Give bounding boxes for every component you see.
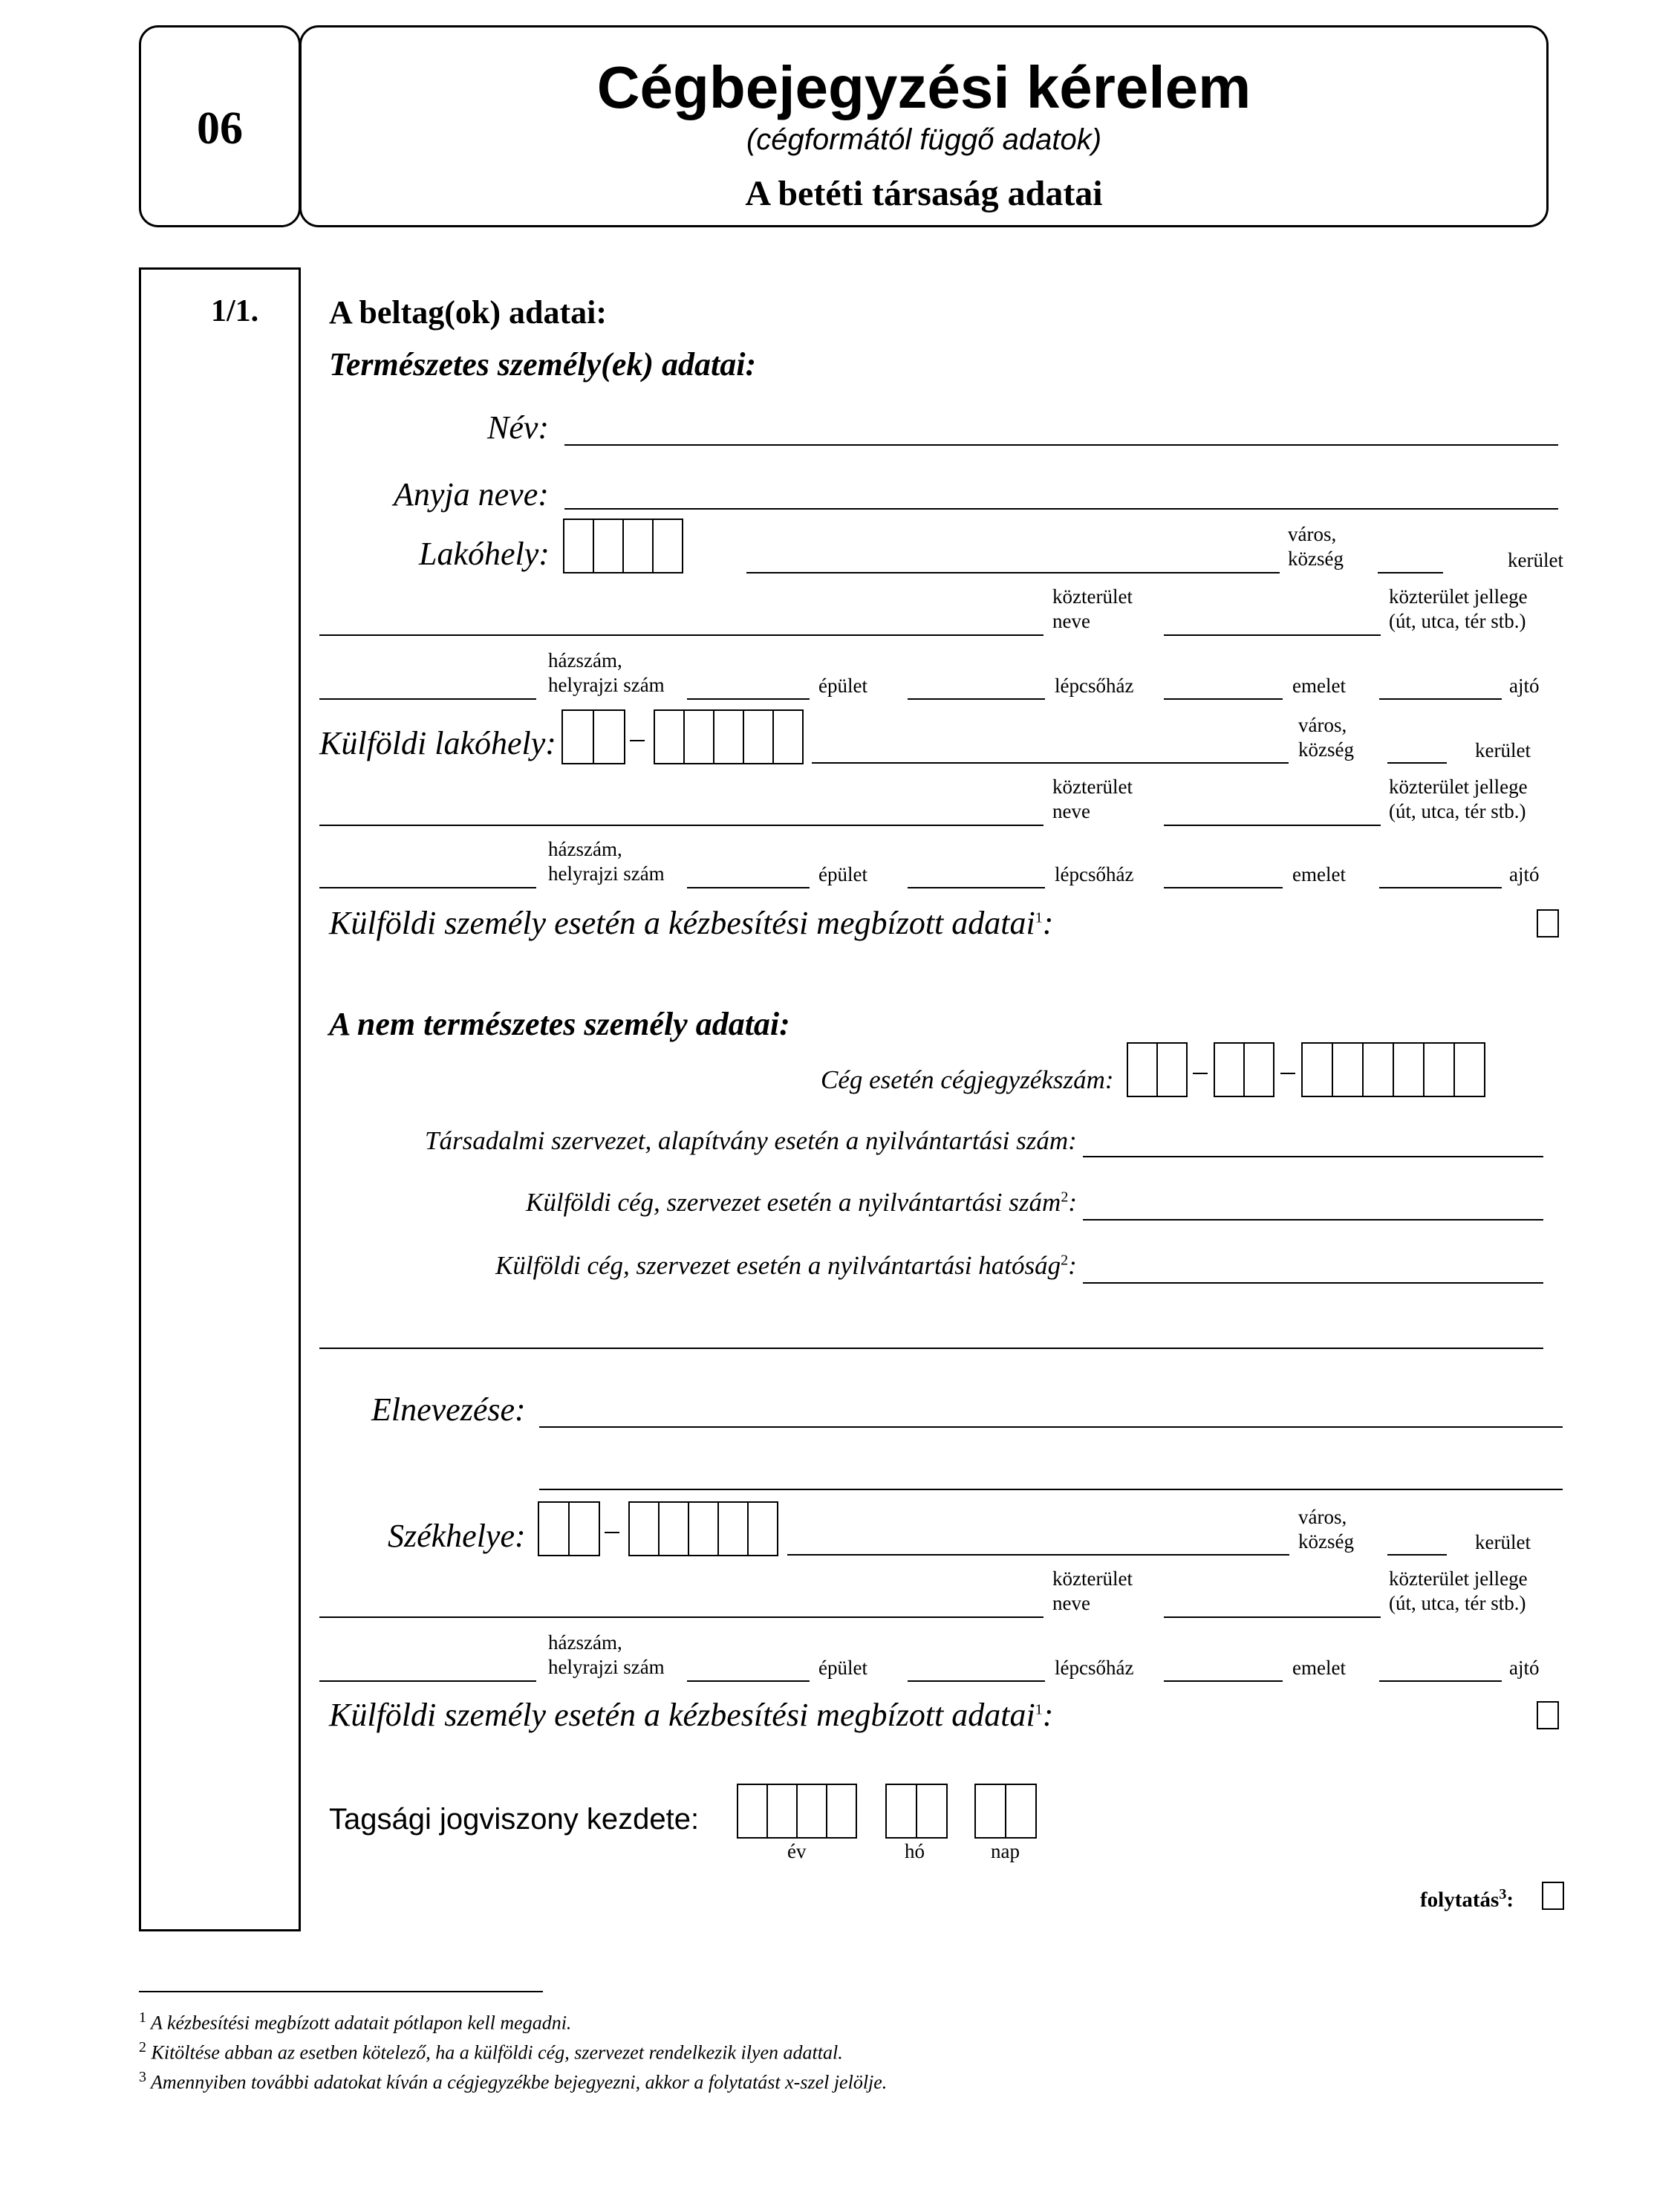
street-type-label: közterület jellege (út, utca, tér stb.)	[1389, 585, 1528, 632]
year-label: év	[787, 1840, 807, 1862]
form-title: Cégbejegyzési kérelem	[596, 54, 1251, 120]
foreign-reg-number-field[interactable]	[1083, 1219, 1543, 1221]
foreign-house-number-field[interactable]	[319, 887, 536, 888]
foreign-street-name-label: közterület neve	[1052, 776, 1133, 822]
company-reg-cells-1[interactable]	[1127, 1042, 1188, 1097]
foreign-staircase-field[interactable]	[908, 887, 1045, 888]
city-label: város, község	[1288, 523, 1344, 570]
foreign-agent-checkbox[interactable]	[1537, 909, 1559, 937]
postcode-cells[interactable]	[563, 519, 683, 573]
seat-building-field[interactable]	[687, 1680, 810, 1682]
dash	[630, 740, 645, 741]
foreign-street-type-label: közterület jellege (út, utca, tér stb.)	[1389, 776, 1528, 822]
foreign-floor-field[interactable]	[1164, 887, 1283, 888]
seat-foreign-agent-label: Külföldi személy esetén a kézbesítési megbízott adatai$^1$:	[329, 1697, 1054, 1733]
civil-org-label: Társadalmi szervezet, alapítvány esetén a nyilvántartási szám:	[425, 1126, 1077, 1155]
seat-door-field[interactable]	[1379, 1680, 1502, 1682]
section-heading: A beltag(ok) adatai:	[329, 294, 607, 331]
floor-field[interactable]	[1164, 698, 1283, 700]
seat-street-name-field[interactable]	[319, 1616, 1044, 1618]
seat-foreign-agent-checkbox[interactable]	[1537, 1701, 1559, 1729]
building-field[interactable]	[687, 698, 810, 700]
foreign-country-cells[interactable]	[561, 709, 625, 764]
natural-person-heading: Természetes személy(ek) adatai:	[329, 346, 757, 383]
foreign-reg-authority-field[interactable]	[1083, 1282, 1543, 1284]
seat-house-number-label: házszám, helyrajzi szám	[548, 1631, 665, 1678]
seat-label: Székhelye:	[388, 1518, 526, 1554]
dash	[605, 1532, 619, 1533]
section-title: A betéti társaság adatai	[745, 174, 1103, 213]
foreign-postcode-cells[interactable]	[654, 709, 804, 764]
seat-staircase-field[interactable]	[908, 1680, 1045, 1682]
dash	[1193, 1073, 1208, 1074]
seat-postcode-cells[interactable]	[628, 1501, 778, 1556]
civil-org-field[interactable]	[1083, 1156, 1543, 1157]
seat-city-field[interactable]	[787, 1554, 1289, 1556]
seat-street-name-label: közterület neve	[1052, 1567, 1133, 1614]
designation-label: Elnevezése:	[371, 1391, 526, 1428]
foreign-door-label: ajtó	[1509, 863, 1540, 885]
foreign-door-field[interactable]	[1379, 887, 1502, 888]
house-number-field[interactable]	[319, 698, 536, 700]
seat-district-field[interactable]	[1387, 1554, 1447, 1556]
seat-street-type-label: közterület jellege (út, utca, tér stb.)	[1389, 1567, 1528, 1614]
day-label: nap	[991, 1840, 1020, 1862]
street-type-field[interactable]	[1164, 634, 1381, 636]
form-subtitle: (cégformától függő adatok)	[746, 123, 1102, 156]
footnote-2: $^2$ Kitöltése abban az esetben kötelező, ha a külföldi cég, szervezet rendelkezik ilyen adattal.	[139, 2039, 843, 2064]
foreign-city-label: város, község	[1298, 714, 1354, 761]
residence-label: Lakóhely:	[419, 536, 550, 572]
seat-house-number-field[interactable]	[319, 1680, 536, 1682]
foreign-building-label: épület	[818, 863, 867, 885]
door-label: ajtó	[1509, 675, 1540, 697]
company-reg-label: Cég esetén cégjegyzékszám:	[821, 1065, 1114, 1094]
door-field[interactable]	[1379, 698, 1502, 700]
foreign-district-label: kerület	[1475, 739, 1531, 761]
membership-year-cells[interactable]	[737, 1784, 857, 1839]
foreign-street-name-field[interactable]	[319, 825, 1044, 826]
seat-staircase-label: lépcsőház	[1055, 1657, 1134, 1679]
continuation-checkbox[interactable]	[1542, 1882, 1564, 1910]
company-reg-cells-2[interactable]	[1214, 1042, 1274, 1097]
foreign-street-type-field[interactable]	[1164, 825, 1381, 826]
footnote-separator	[139, 1991, 543, 1992]
foreign-building-field[interactable]	[687, 887, 810, 888]
foreign-district-field[interactable]	[1387, 762, 1447, 764]
seat-floor-label: emelet	[1292, 1657, 1346, 1679]
company-reg-cells-3[interactable]	[1301, 1042, 1485, 1097]
foreign-reg-number-label: Külföldi cég, szervezet esetén a nyilvántartási szám$^2$:	[526, 1188, 1077, 1217]
form-number: 06	[197, 103, 243, 154]
city-field[interactable]	[746, 572, 1280, 573]
seat-district-label: kerület	[1475, 1531, 1531, 1553]
district-label: kerület	[1508, 549, 1563, 571]
floor-label: emelet	[1292, 675, 1346, 697]
name-field[interactable]	[564, 444, 1558, 446]
footnote-3: $^3$ Amennyiben további adatokat kíván a cégjegyzékbe bejegyezni, akkor a folytatást x-szel jelölje.	[139, 2069, 888, 2093]
foreign-floor-label: emelet	[1292, 863, 1346, 885]
foreign-city-field[interactable]	[812, 762, 1289, 764]
building-label: épület	[818, 675, 867, 697]
dash	[1280, 1073, 1295, 1074]
mother-name-label: Anyja neve:	[394, 476, 549, 513]
foreign-reg-authority-label: Külföldi cég, szervezet esetén a nyilvántartási hatóság$^2$:	[495, 1251, 1077, 1280]
foreign-agent-label: Külföldi személy esetén a kézbesítési megbízott adatai$^1$:	[329, 905, 1054, 941]
mother-name-field[interactable]	[564, 508, 1558, 510]
street-name-field[interactable]	[319, 634, 1044, 636]
membership-day-cells[interactable]	[974, 1784, 1037, 1839]
footnote-1: $^1$ A kézbesítési megbízott adatait pótlapon kell megadni.	[139, 2009, 572, 2034]
street-name-label: közterület neve	[1052, 585, 1133, 632]
seat-city-label: város, község	[1298, 1506, 1354, 1553]
continuation-label: folytatás$^3$:	[1420, 1886, 1514, 1912]
section-number-box	[139, 267, 301, 1931]
seat-door-label: ajtó	[1509, 1657, 1540, 1679]
seat-country-cells[interactable]	[538, 1501, 600, 1556]
membership-label: Tagsági jogviszony kezdete:	[329, 1803, 700, 1836]
house-number-label: házszám, helyrajzi szám	[548, 649, 665, 696]
staircase-label: lépcsőház	[1055, 675, 1134, 697]
foreign-residence-label: Külföldi lakóhely:	[319, 725, 556, 761]
seat-building-label: épület	[818, 1657, 867, 1679]
name-label: Név:	[487, 409, 550, 446]
membership-month-cells[interactable]	[885, 1784, 948, 1839]
extra-line-field[interactable]	[319, 1348, 1543, 1349]
month-label: hó	[905, 1840, 925, 1862]
staircase-field[interactable]	[908, 698, 1045, 700]
legal-person-heading: A nem természetes személy adatai:	[329, 1006, 790, 1042]
designation-field[interactable]	[539, 1426, 1563, 1428]
designation-field-2[interactable]	[539, 1489, 1563, 1490]
section-number: 1/1.	[211, 294, 259, 328]
seat-floor-field[interactable]	[1164, 1680, 1283, 1682]
foreign-house-number-label: házszám, helyrajzi szám	[548, 838, 665, 885]
district-field[interactable]	[1378, 572, 1443, 573]
foreign-staircase-label: lépcsőház	[1055, 863, 1134, 885]
seat-street-type-field[interactable]	[1164, 1616, 1381, 1618]
